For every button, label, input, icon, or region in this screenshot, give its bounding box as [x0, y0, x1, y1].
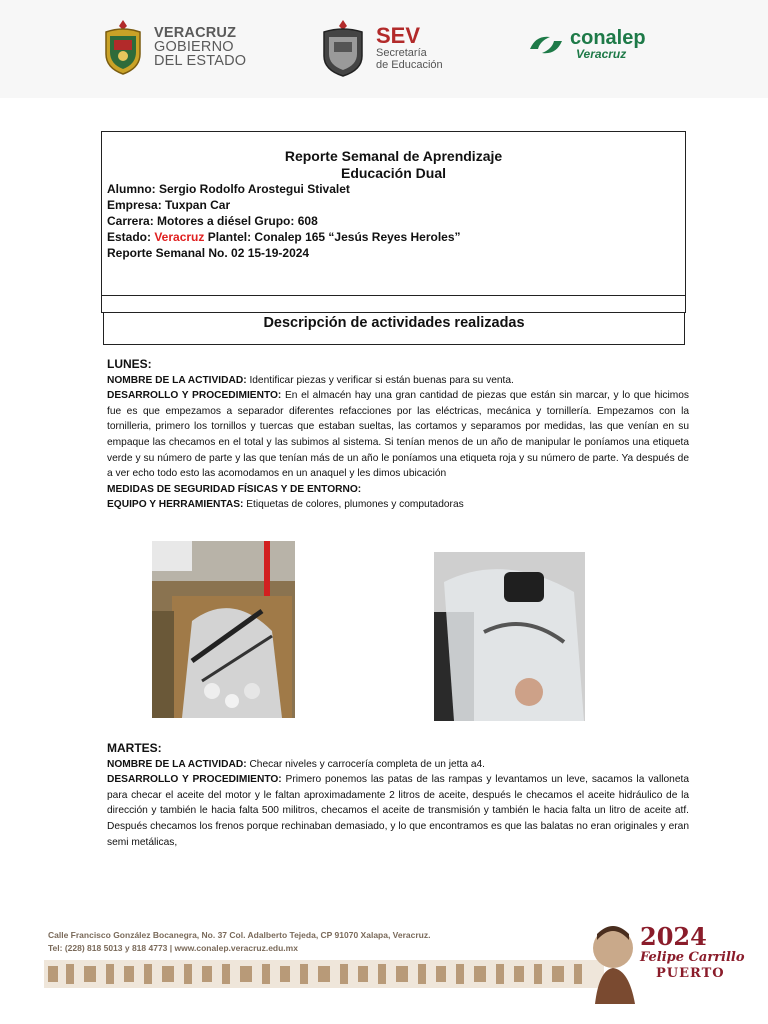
veracruz-logo [100, 18, 246, 76]
estado-field [107, 230, 461, 244]
carrera-field: Carrera: Motores a diésel Grupo: 608 [107, 214, 318, 228]
lunes-equipo: EQUIPO Y HERRAMIENTAS: Etiquetas de colores, plumones y computadoras [107, 499, 464, 511]
anniversary-name1: Felipe Carrillo [640, 950, 745, 965]
estado-value: Veracruz [154, 230, 205, 244]
alumno-field: Alumno: Sergio Rodolfo Arostegui Stivalet [107, 182, 350, 196]
report-info-box [101, 131, 686, 313]
lunes-section [107, 357, 689, 513]
martes-desarrollo: DESARROLLO Y PROCEDIMIENTO: Primero ponemos las patas de las rampas y levantamos un leve, sacamos la valloneta para checar el aceite del motor y le faltan aproximadamente 2 litros de aceite, después le checamos el aceite hidráulico de la dirección y también le hacia falta 500 militros, checamos el aceite de transmisión y también le hacia falta un litro de aceite atf. Después checamos los frenos porque rechinaban demasiado, y lo que encontramos es que las balatas no eran originales y eran semi metálicas, [107, 774, 689, 848]
report-title: Reporte Semanal de Aprendizaje [284, 148, 503, 164]
conalep-title: conalep [570, 27, 646, 49]
lunes-day: LUNES: [107, 357, 152, 371]
section-title: Descripción de actividades realizadas [263, 315, 525, 331]
plantel-field: Plantel: Conalep 165 “Jesús Reyes Heroles” [204, 230, 461, 244]
decorative-pattern-band [44, 960, 604, 988]
martes-section [107, 741, 689, 850]
conalep-sub: Veracruz [576, 47, 627, 61]
photo-parts-box [152, 541, 295, 718]
veracruz-line1: VERACRUZ [154, 25, 237, 41]
sev-line2: de Educación [376, 59, 443, 71]
sev-title: SEV [376, 23, 421, 48]
reporte-field: Reporte Semanal No. 02 15-19-2024 [107, 246, 310, 260]
martes-actividad: NOMBRE DE LA ACTIVIDAD: Checar niveles y carrocería completa de un jetta a4. [107, 758, 486, 770]
footer-address: Calle Francisco González Bocanegra, No. 37 Col. Adalberto Tejeda, CP 91070 Xalapa, Veracruz. [48, 930, 431, 940]
sev-line1: Secretaría [376, 47, 427, 59]
conalep-logo [526, 28, 646, 61]
estado-label: Estado: [107, 230, 155, 244]
anniversary-name2: PUERTO [656, 966, 725, 981]
veracruz-line2: GOBIERNO [154, 39, 234, 55]
photo-parts-bag [434, 552, 585, 721]
conalep-swirl-icon [526, 29, 566, 61]
veracruz-shield-icon [100, 18, 146, 76]
lunes-desarrollo: DESARROLLO Y PROCEDIMIENTO: En el almacén hay una gran cantidad de piezas que están sin marcar, y lo que hicimos fue es que empezamos a separador diferentes refacciones por las eléctricas, mecánica y tornillería. Empezamos con la tornilleria, primero los tornillos y tuercas que estaban sueltas, las cortamos y separamos por medidas, las que venían en su empaque las checamos en el total y las subimos al sistema. Si tenían menos de un año de manipular le poníamos una etiqueta verde y su número de parte y las que tenían más de un año le poníamos una etiqueta roja y su número de parte. Ya después de a ver echo todo esto las acomodamos en un anaquel y les dimos ubicación [107, 390, 689, 480]
empresa-field: Empresa: Tuxpan Car [107, 198, 231, 212]
section-title-box [103, 312, 685, 345]
lunes-actividad: NOMBRE DE LA ACTIVIDAD: Identificar piezas y verificar si están buenas para su venta. [107, 374, 514, 386]
report-subtitle: Educación Dual [340, 165, 447, 181]
page-header [0, 0, 768, 98]
anniversary-year: 2024 [640, 922, 707, 951]
martes-day: MARTES: [107, 741, 162, 755]
footer-contact: Tel: (228) 818 5013 y 818 4773 | www.conalep.veracruz.edu.mx [48, 943, 298, 953]
veracruz-line3: DEL ESTADO [154, 53, 247, 69]
sev-shield-icon [318, 18, 368, 78]
sev-logo [318, 18, 443, 78]
lunes-medidas: MEDIDAS DE SEGURIDAD FÍSICAS Y DE ENTORNO: [107, 483, 362, 495]
divider-row [101, 295, 686, 313]
